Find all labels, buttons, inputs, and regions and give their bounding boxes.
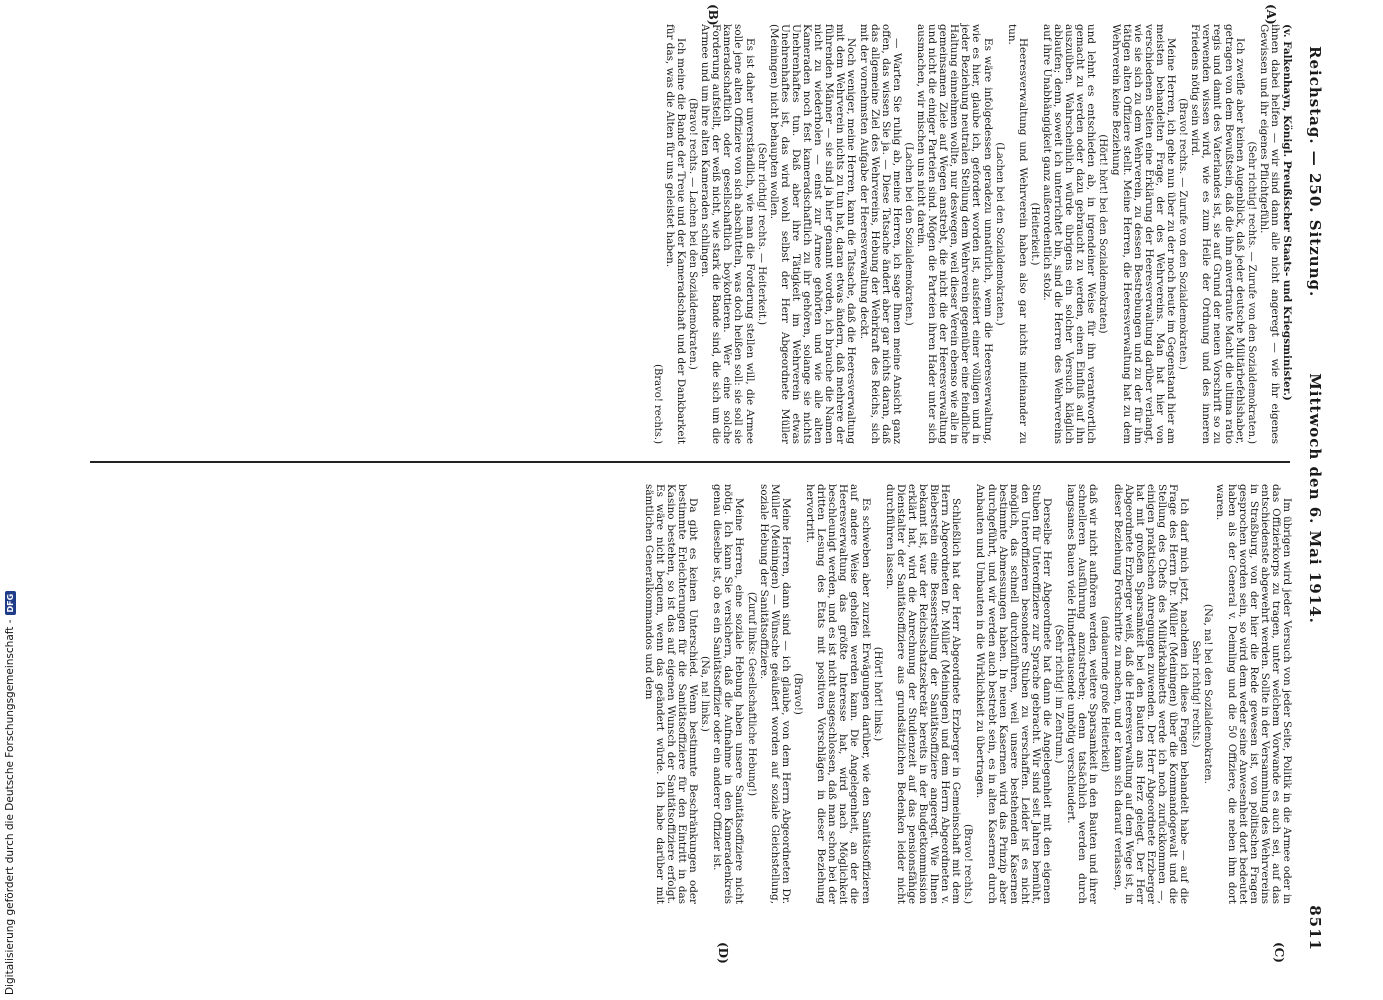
paragraph: Es schweben aber zurzeit Erwägungen darüber, wie den Sanitätsoffizieren auf andere Weise geholfen werden kann. Die Angelegenheit, an der die Heeresverwaltung das größte Interesse hat, wird nach Möglichkeit beschleunigt werden, und es ist nicht ausgeschlossen, daß man schon bei der dritten Lesung des Etats mit positiven Vorschlägen in dieser Beziehung hervortritt.	[804, 484, 872, 904]
paragraph: Meine Herren, dann sind — ich glaube, von dem Herrn Abgeordneten Dr. Müller (Meiningen) — Wünsche geäußert worden auf soziale Gleichstellung, soziale Hebung der Sanitätsoffiziere.	[757, 484, 792, 904]
margin-marker-a: (A)	[1264, 4, 1278, 25]
paragraph: Meine Herren, ich gehe nun über zu der noch heute im Gegenstand hier am meisten behandelten Frage, der des Wehrvereins. Man hat hier von verschiedenen Seiten eine Erklärung der Heeresverwaltung darüber verlangt, wie sie sich zu dem Wehrverein, zu dessen Bestrebungen und zu der für ihn tätigen alten Offiziere stellt. Meine Herren, die Heeresverwaltung hat zu dem Wehrverein keine Beziehung	[1109, 24, 1178, 444]
right-column	[642, 484, 1292, 904]
paragraph: und lehnt es entschieden ab, in irgendeiner Weise für ihn verantwortlich gemacht zu werden oder dazu gebraucht zu werden, einen Einfluß auf ihn auszuüben. Wahrscheinlich würde übrigens ein solcher Versuch kläglich ablaufen; denn, soweit ich unterrichtet bin, sind die Herren des Wehrvereins auf ihre Unabhängigkeit ganz außerordentlich stolz.	[1041, 24, 1098, 444]
paragraph: Im übrigen wird jeder Versuch von jeder Seite, Politik in die Armee oder in das Offizierkorps zu tragen, unter welchem Vorwande es auch sei, auf das entschiedenste abgewehrt werden. Sollte in der Versammlung des Wehrvereins in Straßburg, von der hier die Rede gewesen ist, von politischen Fragen gesprochen worden sein, so wird dem weder seine Anwesenheit dort bedeutet haben als der General v. Deimling und die 50 Offiziere, die neben ihm dort waren.	[1214, 484, 1293, 904]
paragraph: Meine Herren, eine soziale Hebung haben unsere Sanitätsoffiziere nicht nötig. Ich kann Sie versichern, daß die Aufnahme in den Kameradenkreis genau dieselbe ist, ob es ein Sanitätsoffizier oder ein anderer Offizier ist.	[711, 484, 746, 904]
paragraph: Ich zweifle aber keinen Augenblick, daß jeder deutsche Militärbefehlshaber, getragen von dem Bewußtsein, daß die ihm anvertraute Macht die ultima ratio regis und damit des Vaterlandes ist, sie auf Grund der neuen Vorschrift so zu verwenden wissen wird, wie es zum Heile der Ordnung und des inneren Friedens nötig sein wird.	[1189, 24, 1246, 444]
interjection: (andauernde große Heiterkeit)	[1099, 615, 1111, 773]
interjection: (Zuruf links: Gesellschaftliche Hebung!)	[745, 592, 757, 796]
interjection: (Hört! hört! links.)	[871, 646, 883, 742]
interjection: (Na, na! links.)	[699, 656, 711, 732]
paragraph: Derselbe Herr Abgeordnete hat dann die Angelegenheit mit den eigenen Stuben für Unteroffiziere zur Sprache gebracht. Wir sind seit Jahren bemüht, den Unteroffizieren besondere Stuben zu verschaffen. Leider ist es nicht möglich, das schnell durchzuführen, weil unsere bestehenden Kasernen bestimmte Abmessungen haben. In neuen Kasernen wird das Prinzip aber durchgeführt, und wir werden auch bestrebt sein, es in alten Kasernen durch Anbauten und Umbauten in die Wirklichkeit zu übertragen.	[974, 484, 1054, 904]
paragraph: daß wir nicht aufhören werden, weitere Sparsamkeit in den Bauten und ihrer schnelleren Ausführung anzustreben; denn tatsächlich werden durch langsames Bauen viele Hunderttausende unnötig verschleudert.	[1065, 484, 1100, 904]
interjection: (Sehr richtig! im Zentrum.)	[1053, 624, 1065, 764]
interjection: (Bravo!)	[791, 673, 803, 715]
paragraph: Ich meine die Bande der Treue und der Kameradschaft und der Dankbarkeit für das, was die Alten für uns geleistet haben.	[663, 24, 688, 444]
speaker-line: (v. Falkenhayn, Königl. Preußischer Staats- und Kriegsminister.)	[1281, 24, 1293, 401]
margin-marker-c: (C)	[1272, 942, 1286, 963]
funding-text: Digitalisierung gefördert durch die Deutsche Forschungsgemeinschaft -	[4, 619, 16, 995]
interjection: (Bravo! rechts. — Lachen bei den Sozialdemokraten.)	[687, 98, 699, 370]
interjection: (Lachen bei den Sozialdemokraten.)	[993, 142, 1005, 326]
interjection: (Sehr richtig! rechts. — Heiterkeit.)	[755, 142, 767, 326]
margin-marker-d: (D)	[716, 942, 730, 964]
left-column	[651, 24, 1292, 444]
column-divider	[90, 461, 1290, 463]
paragraph: Ich darf mich jetzt, nachdem ich diese Fragen behandelt habe — auf die Frage des Herrn Dr. Müller (Meiningen) über die Kommandogewalt und die Stellung des Chefs des Militärkabinetts werde ich noch zurückkommen —, einigen praktischen Anregungen zuwenden. Der Herr Abgeordnete Erzberger hat mit großem Sparsamkeit bei den Bauten ans Herz gelegt. Der Herr Abgeordnete Erzberger weiß, daß die Heeresverwaltung auf dem Wege ist, in dieser Beziehung Fortschritte zu machen, und er kann sich darauf verlassen,	[1111, 484, 1191, 904]
dfg-logo: DFG	[5, 591, 16, 616]
paragraph: Noch weniger, meine Herren, kann die Tatsache, daß die Heeresverwaltung mit dem Wehrverein nichts zu tun hat, daran etwas ändern, daß mehrere der führenden Männer — sie sind ja hier genannt worden, ich brauche die Namen nicht zu wiederholen — einst zur Armee gehörten und wie alle alten Kameraden noch fest kameradschaftlich zu ihr gehören, solange sie nichts Unehrenhaftes tun. Daß aber ihre Tätigkeit im Wehrverein etwas Unehrenhaftes ist, das wird wohl selbst der Herr Abgeordnete Müller (Meiningen) nicht behaupten wollen.	[767, 24, 858, 444]
interjection: (Bravo! rechts.)	[651, 364, 663, 444]
interjection: (Bravo! rechts.)	[962, 824, 974, 904]
paragraph: Es wäre infolgedessen geradezu unnatürlich, wenn die Heeresverwaltung, wie es hier, glaube ich, gefordert worden ist, ausfeiert einer völligen und in jeder Beziehung neutralen Stellung dem Wehrverein gegenüber eine feindliche Haltung einnehmen wollte, nur deswegen, weil dieser Verein ebenso wie alle in gemeinsamen Ziele auf Wegen anstrebt, die nicht die der Heeresverwaltung und nicht die einiger Parteien sind. Mögen die Parteien ihren Hader unter sich ausmachen, wir mischen uns nicht darein.	[915, 24, 994, 444]
rotated-page	[80, 6, 1330, 976]
interjection: (Na, na! bei den Sozialdemokraten.	[1202, 604, 1214, 784]
header-date: Mittwoch den 6. Mai 1914.	[1306, 373, 1324, 624]
paragraph: ihnen dabei helfen — wir sind dann alle nicht angeregt — wie ihr eigenes Gewissen und ihr eigenes Pflichtgefühl.	[1257, 24, 1281, 444]
paragraph: Schließlich hat der Herr Abgeordnete Erzberger in Gemeinschaft mit dem Herrn Abgeordneten Dr. Müller (Meiningen) und dem Herrn Abgeordneten v. Bieberstein eine Besserstellung der Sanitätsoffiziere angeregt. Wie Ihnen bekannt ist, war der Reichsschatzsekretär bereits in der Budgetkommission erklärt hat, wird die Anrechnung der Studienzeit auf das pensionsfähige Dienstalter der Sanitätsoffiziere aus grundsätzlichen Bedenken leider nicht durchführen lassen.	[883, 484, 963, 904]
interjection: (Bravo! rechts. — Zurufe von den Sozialdemokraten.)	[1177, 98, 1189, 370]
interjection: (Heiterkeit.)	[1028, 202, 1040, 266]
page-header	[1298, 46, 1324, 951]
page-number: 8511	[1306, 905, 1324, 951]
funding-note	[4, 591, 16, 995]
paragraph: — Warten Sie ruhig ab, meine Herren, ich sage Ihnen meine Ansicht ganz offen, das wissen Sie ja. — Diese Tatsache ändert aber gar nichts daran, daß das allgemeine Ziel des Wehrvereins, Hebung der Wehrkraft des Reichs, sich mit der vornehmsten Aufgabe der Heeresverwaltung deckt.	[857, 24, 903, 444]
paragraph: Heeresverwaltung und Wehrverein haben also gar nichts miteinander zu tun.	[1005, 24, 1029, 444]
interjection: (Sehr richtig! rechts. — Zurufe von den Sozialdemokraten.)	[1245, 141, 1257, 444]
paragraph: Es ist daher unverständlich, wie man die Forderung stellen will, die Armee solle jene alten Offiziere von sich abschütteln, was doch heißen soll: sie soll sie kameradschaftlich oder gesellschaftlich boykottieren. Wer eine solche Forderung aufstellt, der weiß nicht, wie stark die Bande sind, die sich um die Armee und um ihre alten Kameraden schlingen.	[699, 24, 756, 444]
interjection: Sehr richtig! rechts.)	[1190, 640, 1202, 748]
interjection: (Lachen bei den Sozialdemokraten.)	[902, 142, 914, 326]
margin-marker-b: (B)	[706, 4, 720, 26]
interjection: (Hört! hört! bei den Sozialdemokraten)	[1097, 134, 1109, 334]
paragraph: Da gibt es keinen Unterschied. Wenn bestimmte Beschränkungen oder bestimmte Erleichterungen für die Sanitätsoffiziere für den Eintritt in das Kasino bestehen, so ist das auf eigenen Wunsch der Sanitätsoffiziere erfolgt. Es wäre nicht bequem, wenn das geändert würde. Ich habe darüber mit sämtlichen Generalkommandos und dem	[642, 484, 700, 904]
header-left: Reichstag. — 250. Sitzung.	[1306, 46, 1324, 298]
